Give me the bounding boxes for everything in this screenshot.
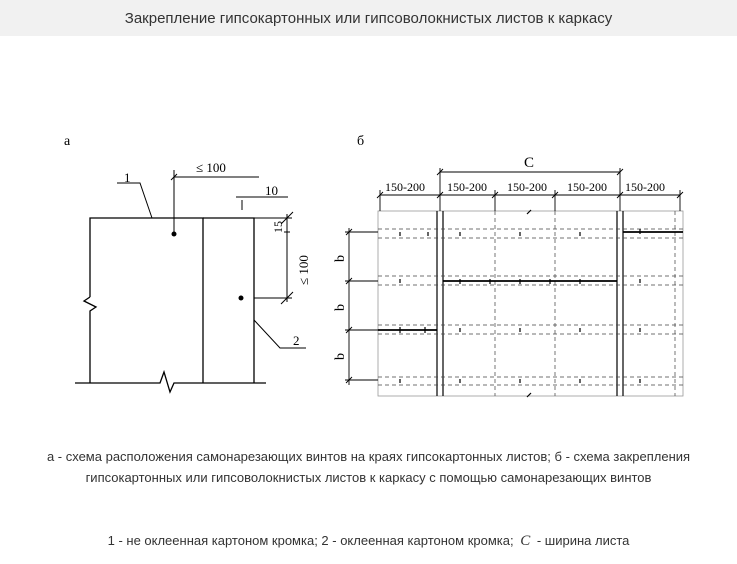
- dimension-top-100: [171, 170, 259, 232]
- callout-1-leader: [117, 183, 152, 218]
- spacing-label: 150-200: [385, 180, 425, 194]
- diagram-a-panels: [75, 218, 266, 392]
- screw-point: [239, 296, 244, 301]
- b-label: b: [333, 255, 348, 262]
- callout-1-label: 1: [124, 170, 131, 185]
- legend-text-2: - ширина листа: [536, 533, 630, 548]
- dim-max-100-side-label: ≤ 100: [296, 255, 311, 285]
- spacing-label: 150-200: [625, 180, 665, 194]
- spacing-label: 150-200: [507, 180, 547, 194]
- dim-max-100-top-label: ≤ 100: [196, 160, 226, 175]
- screw-point: [172, 232, 177, 237]
- dim-10-label: 10: [265, 183, 278, 198]
- legend-text-1: 1 - не оклеенная картоном кромка; 2 - оклеенная картоном кромка;: [107, 533, 514, 548]
- figure-legend: [0, 533, 737, 550]
- dim-c-label: С: [524, 155, 535, 171]
- diagram-b-left-dimensions: [345, 228, 378, 385]
- legend-c-symbol: C: [520, 533, 531, 549]
- dim-15-label: 15: [271, 221, 285, 233]
- page-title: Закрепление гипсокартонных или гипсоволокнистых листов к каркасу: [124, 9, 613, 27]
- diagram-b-frame: [378, 211, 683, 396]
- callout-2-label: 2: [293, 333, 300, 348]
- b-label: b: [333, 353, 348, 360]
- panel-a-label: а: [64, 134, 71, 149]
- spacing-label: 150-200: [447, 180, 487, 194]
- spacing-label: 150-200: [567, 180, 607, 194]
- dimension-10: [236, 197, 288, 210]
- figure-caption: а - схема расположения самонарезающих винтов на краях гипсокартонных листов; б - схема закрепления гипсокартонных или гипсоволокнистых листов к каркасу с помощью самонарезающих винтов: [46, 449, 691, 485]
- panel-b-label: б: [357, 134, 365, 149]
- b-label: b: [333, 304, 348, 311]
